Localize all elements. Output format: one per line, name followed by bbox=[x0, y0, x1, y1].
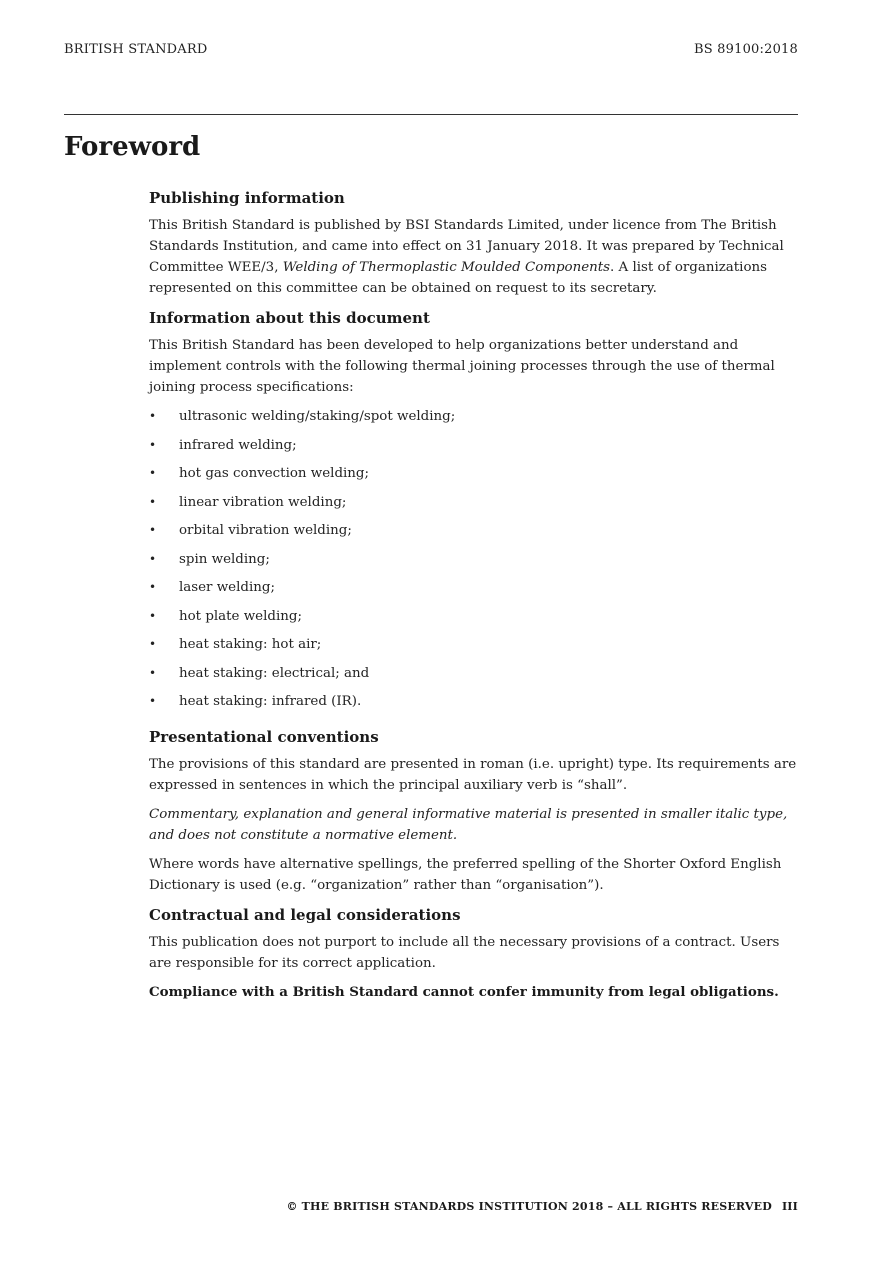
publishing-heading: Publishing information bbox=[149, 189, 345, 207]
list-item-text: laser welding; bbox=[179, 580, 275, 595]
list-item bbox=[149, 435, 799, 464]
list-item bbox=[149, 520, 799, 549]
document-info-section bbox=[149, 307, 799, 720]
list-item-text: hot gas convection welding; bbox=[179, 466, 370, 481]
foreword-content bbox=[149, 187, 799, 1011]
list-item-text: linear vibration welding; bbox=[179, 494, 347, 510]
committee-title: Welding of Thermoplastic Moulded Components bbox=[282, 260, 611, 275]
list-item bbox=[149, 577, 799, 606]
bullet-icon: • bbox=[149, 551, 157, 566]
legal-paragraph: This publication does not purport to include all the necessary provisions of a contract. Users are responsible for its correct application. bbox=[149, 934, 780, 971]
list-item bbox=[149, 406, 799, 435]
list-item-text: ultrasonic welding/staking/spot welding; bbox=[179, 409, 456, 424]
list-item bbox=[149, 663, 799, 692]
list-item-text: orbital vibration welding; bbox=[179, 523, 352, 538]
page-title: Foreword bbox=[64, 132, 201, 162]
conventions-heading: Presentational conventions bbox=[149, 727, 379, 746]
conventions-section bbox=[149, 726, 799, 896]
process-list bbox=[149, 406, 799, 720]
conventions-paragraph-spelling: Where words have alternative spellings, the preferred spelling of the Shorter Oxford English Dictionary is used (e.g. “organization” rather than “organisation”). bbox=[149, 856, 782, 893]
publishing-section bbox=[149, 187, 799, 299]
running-header bbox=[64, 42, 798, 57]
copyright-notice: © THE BRITISH STANDARDS INSTITUTION 2018 – ALL RIGHTS RESERVED bbox=[286, 1200, 772, 1213]
legal-heading: Contractual and legal considerations bbox=[149, 905, 461, 924]
header-divider bbox=[64, 114, 798, 115]
bullet-icon: • bbox=[149, 637, 157, 651]
publishing-text-before: This British Standard is published by BSI Standards Limited, under licence from The British Standards Institution, and came into effect on 31 January 2018. It was prepared by Technical Committee WEE/3, bbox=[149, 218, 784, 275]
page-number: III bbox=[781, 1200, 798, 1213]
list-item-text: heat staking: hot air; bbox=[179, 637, 322, 652]
list-item bbox=[149, 606, 799, 635]
bullet-icon: • bbox=[149, 694, 157, 708]
header-standard-number: BS 89100:2018 bbox=[693, 42, 798, 57]
list-item-text: heat staking: infrared (IR). bbox=[179, 694, 362, 709]
list-item bbox=[149, 549, 799, 578]
list-item-text: spin welding; bbox=[179, 551, 270, 567]
legal-section bbox=[149, 904, 799, 1003]
document-info-heading: Information about this document bbox=[149, 309, 430, 327]
conventions-paragraph-commentary: Commentary, explanation and general informative material is presented in smaller italic type, and does not constitute a normative element. bbox=[149, 806, 788, 843]
list-item bbox=[149, 691, 799, 720]
bullet-icon: • bbox=[149, 665, 157, 680]
bullet-icon: • bbox=[149, 409, 157, 423]
bullet-icon: • bbox=[149, 608, 157, 623]
list-item bbox=[149, 463, 799, 492]
conventions-paragraph-roman: The provisions of this standard are presented in roman (i.e. upright) type. Its requirements are expressed in sentences in which the principal auxiliary verb is “shall”. bbox=[149, 756, 797, 793]
bullet-icon: • bbox=[149, 494, 157, 509]
bullet-icon: • bbox=[149, 466, 157, 480]
list-item-text: heat staking: electrical; and bbox=[179, 665, 370, 681]
publishing-text-after: . A list of organizations represented on this committee can be obtained on request to its secretary. bbox=[149, 260, 768, 296]
bullet-icon: • bbox=[149, 437, 157, 452]
list-item-text: infrared welding; bbox=[179, 437, 297, 453]
list-item-text: hot plate welding; bbox=[179, 608, 302, 624]
bullet-icon: • bbox=[149, 580, 157, 594]
publishing-paragraph bbox=[149, 215, 799, 299]
legal-compliance-statement: Compliance with a British Standard cannot confer immunity from legal obligations. bbox=[149, 983, 779, 1000]
bullet-icon: • bbox=[149, 523, 157, 537]
list-item bbox=[149, 492, 799, 521]
document-info-intro: This British Standard has been developed to help organizations better understand and implement controls with the following thermal joining processes through the use of thermal joining process specifications: bbox=[149, 338, 775, 395]
header-series-label: BRITISH STANDARD bbox=[64, 42, 208, 57]
list-item bbox=[149, 634, 799, 663]
page-footer bbox=[286, 1200, 798, 1213]
